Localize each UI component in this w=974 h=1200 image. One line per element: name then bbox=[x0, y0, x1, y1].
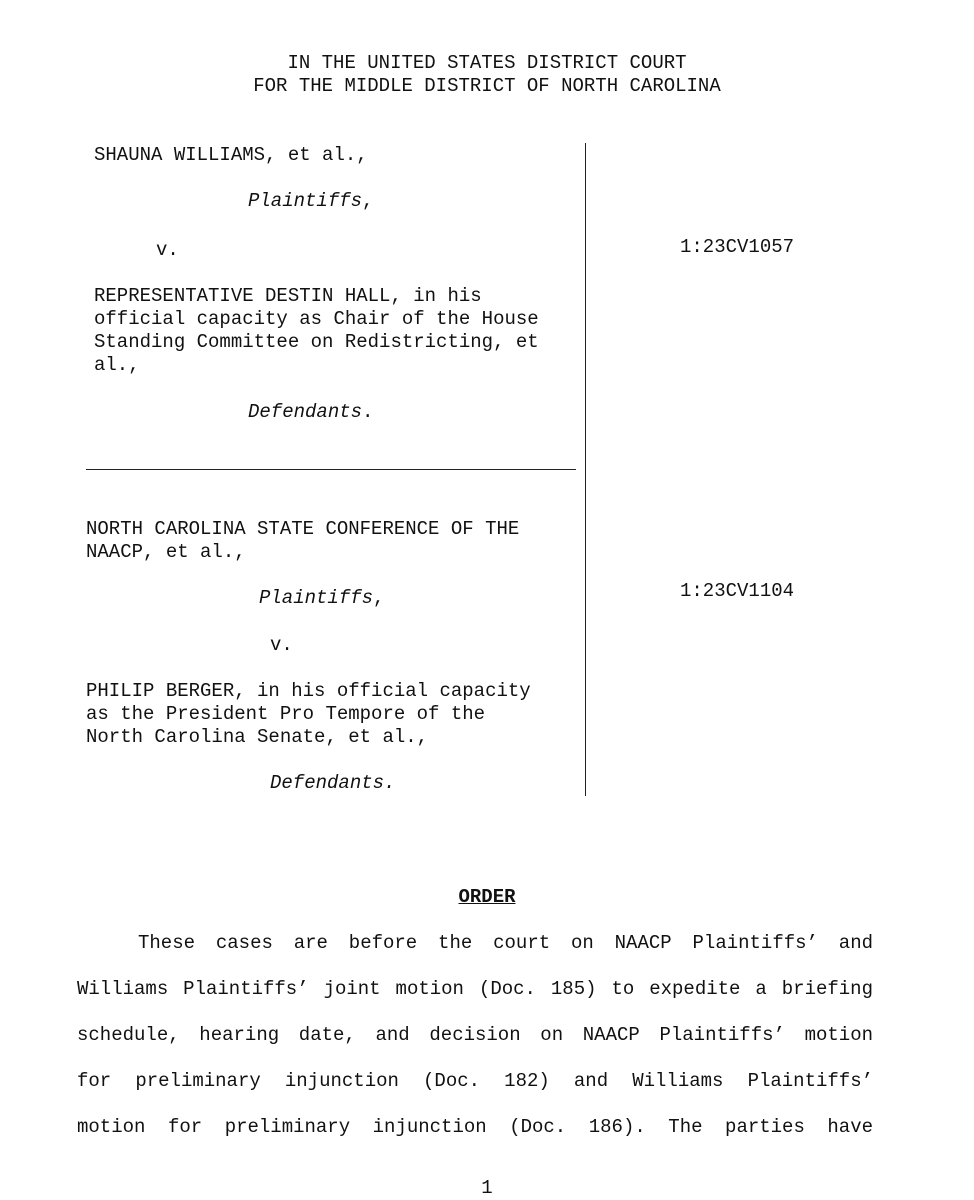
case1-defendant-role-suffix: . bbox=[362, 401, 374, 423]
order-body-line-3: schedule, hearing date, and decision on NAACP Plaintiffs’ motion bbox=[77, 1024, 873, 1046]
order-body-line-1: These cases are before the court on NAACP Plaintiffs’ and bbox=[138, 932, 873, 954]
case1-plaintiff-name: SHAUNA WILLIAMS, et al., bbox=[94, 144, 368, 166]
case1-plaintiff-role-suffix: , bbox=[362, 190, 374, 212]
case1-defendant-line-3: Standing Committee on Redistricting, et bbox=[94, 331, 539, 353]
case2-defendant-line-2: as the President Pro Tempore of the bbox=[86, 703, 486, 725]
order-body-line-2: Williams Plaintiffs’ joint motion (Doc. 185) to expedite a briefing bbox=[77, 978, 873, 1000]
case1-defendant-line-4: al., bbox=[94, 354, 140, 376]
case2-plaintiff-role bbox=[259, 587, 384, 610]
case2-plaintiff-line-2: NAACP, et al., bbox=[86, 541, 246, 563]
case2-versus: v. bbox=[270, 634, 293, 656]
case1-plaintiff-role bbox=[248, 190, 373, 213]
case2-defendant-line-3: North Carolina Senate, et al., bbox=[86, 726, 429, 748]
case1-defendant-role bbox=[248, 401, 373, 424]
case1-defendant-line-1: REPRESENTATIVE DESTIN HALL, in his bbox=[94, 285, 482, 307]
case2-plaintiff-role-text: Plaintiffs bbox=[259, 587, 374, 609]
caption-horizontal-divider bbox=[86, 469, 576, 470]
case1-defendant-line-2: official capacity as Chair of the House bbox=[94, 308, 539, 330]
case2-plaintiff-role-suffix: , bbox=[373, 587, 385, 609]
page-number: 1 bbox=[481, 1177, 493, 1199]
case1-plaintiff-role-text: Plaintiffs bbox=[248, 190, 363, 212]
case2-defendant-role: Defendants. bbox=[270, 772, 396, 794]
caption-vertical-divider bbox=[585, 143, 586, 796]
case1-case-number: 1:23CV1057 bbox=[680, 236, 795, 258]
case2-defendant-line-1: PHILIP BERGER, in his official capacity bbox=[86, 680, 531, 702]
case2-case-number: 1:23CV1104 bbox=[680, 580, 795, 602]
case1-versus: v. bbox=[156, 239, 179, 261]
order-title: ORDER bbox=[458, 886, 516, 908]
case1-defendant-role-text: Defendants bbox=[248, 401, 363, 423]
court-name-line1: IN THE UNITED STATES DISTRICT COURT bbox=[287, 52, 687, 74]
case2-plaintiff-line-1: NORTH CAROLINA STATE CONFERENCE OF THE bbox=[86, 518, 520, 540]
order-body-line-5: motion for preliminary injunction (Doc. 186). The parties have bbox=[77, 1116, 873, 1138]
order-body-line-4: for preliminary injunction (Doc. 182) and Williams Plaintiffs’ bbox=[77, 1070, 873, 1092]
court-name-line2: FOR THE MIDDLE DISTRICT OF NORTH CAROLINA bbox=[253, 75, 721, 97]
